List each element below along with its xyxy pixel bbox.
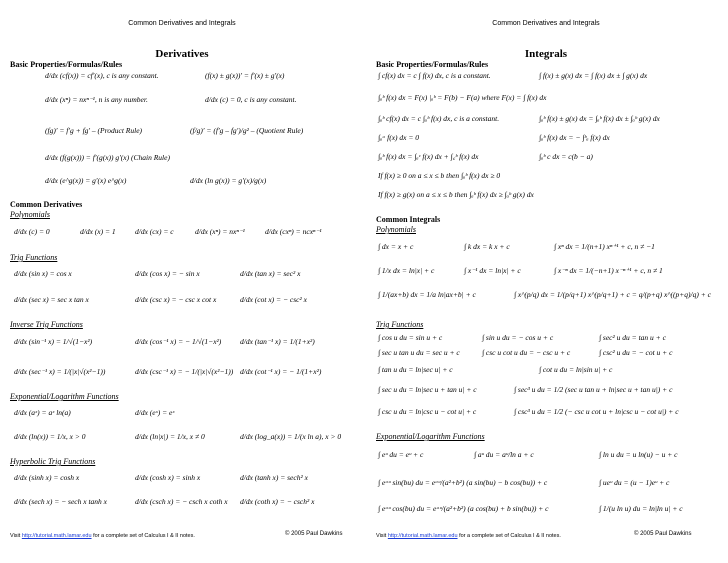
formula: d/dx (cos⁻¹ x) = − 1/√(1−x²) bbox=[135, 337, 222, 346]
formula: ∫ sec² u du = tan u + c bbox=[599, 333, 666, 342]
footer-prefix: Visit bbox=[376, 533, 388, 539]
formula: d/dx (tanh x) = sech² x bbox=[240, 473, 308, 482]
formula: d/dx (xⁿ) = nxⁿ⁻¹, n is any number. bbox=[45, 95, 148, 104]
formula: ∫ sec u tan u du = sec u + c bbox=[378, 348, 460, 357]
formula: ∫ ueᵘ du = (u − 1)eᵘ + c bbox=[599, 478, 670, 487]
subsection-trig: Trig Functions bbox=[376, 320, 424, 329]
formula: ∫ f(x) ± g(x) dx = ∫ f(x) dx ± ∫ g(x) dx bbox=[539, 71, 648, 80]
formula: d/dx (ln(x)) = 1/x, x > 0 bbox=[14, 432, 86, 441]
page-title: Integrals bbox=[524, 48, 568, 60]
footer-note bbox=[376, 533, 561, 539]
page-title: Derivatives bbox=[155, 48, 209, 60]
formula: d/dx (tan⁻¹ x) = 1/(1+x²) bbox=[240, 337, 315, 346]
formula: d/dx (f(g(x))) = f′(g(x)) g′(x) (Chain Rule) bbox=[45, 153, 170, 162]
formula: ∫ₐᵃ f(x) dx = 0 bbox=[378, 133, 420, 142]
formula: ∫ csc² u du = − cot u + c bbox=[599, 348, 673, 357]
footer-note bbox=[10, 533, 195, 539]
formula: ∫ₐᵇ f(x) ± g(x) dx = ∫ₐᵇ f(x) dx ± ∫ₐᵇ g(x) dx bbox=[539, 114, 660, 123]
formula: d/dx (cxⁿ) = ncxⁿ⁻¹ bbox=[265, 227, 322, 236]
formula: ∫ x⁻ⁿ dx = 1/(−n+1) x⁻ⁿ⁺¹ + c, n ≠ 1 bbox=[554, 266, 663, 275]
formula: ∫ aᵘ du = aᵘ/ln a + c bbox=[474, 450, 534, 459]
formula: d/dx (eˣ) = eˣ bbox=[135, 408, 175, 417]
copyright: © 2005 Paul Dawkins bbox=[285, 531, 343, 537]
footer-suffix: for a complete set of Calculus I & II notes. bbox=[457, 533, 561, 539]
formula: (f/g)′ = (f′g – fg′)/g² – (Quotient Rule) bbox=[190, 126, 304, 135]
formula: ∫ cos u du = sin u + c bbox=[378, 333, 443, 342]
formula: (fg)′ = f′g + fg′ – (Product Rule) bbox=[45, 126, 143, 135]
formula: ∫ₐᵇ cf(x) dx = c ∫ₐᵇ f(x) dx, c is a constant. bbox=[378, 114, 500, 123]
formula: d/dx (sin x) = cos x bbox=[14, 269, 72, 278]
tutorial-link[interactable]: http://tutorial.math.lamar.edu bbox=[387, 533, 458, 539]
formula: ∫ eᵘ du = eᵘ + c bbox=[378, 450, 424, 459]
formula: d/dx (csc x) = − csc x cot x bbox=[135, 295, 217, 304]
formula: ∫ₐᵇ f(x) dx = − ∫ᵇₐ f(x) dx bbox=[539, 133, 610, 142]
integrals-page bbox=[364, 0, 728, 563]
formula: ∫ 1/(ax+b) dx = 1/a ln|ax+b| + c bbox=[378, 290, 476, 299]
formula: d/dx (cosh x) = sinh x bbox=[135, 473, 201, 482]
formula: d/dx (coth x) = − csch² x bbox=[240, 497, 315, 506]
formula: ∫ cot u du = ln|sin u| + c bbox=[539, 365, 613, 374]
subsection-exponential: Exponential/Logarithm Functions bbox=[10, 392, 119, 401]
formula: d/dx (cot x) = − csc² x bbox=[240, 295, 307, 304]
formula: ∫ eᵃᵘ cos(bu) du = eᵃᵘ/(a²+b²) (a cos(bu) + b sin(bu)) + c bbox=[378, 504, 549, 513]
formula: ∫ₐᵇ f(x) dx = ∫ₐᶜ f(x) dx + ∫꜀ᵇ f(x) dx bbox=[378, 152, 479, 161]
formula: ∫ cf(x) dx = c ∫ f(x) dx, c is a constant. bbox=[378, 71, 491, 80]
formula: d/dx (c) = 0, c is any constant. bbox=[205, 95, 297, 104]
section-heading-common: Common Integrals bbox=[376, 215, 441, 224]
formula: ∫ x^(p/q) dx = 1/(p/q+1) x^(p/q+1) + c = q/(p+q) x^((p+q)/q) + c bbox=[514, 290, 711, 299]
formula: d/dx (c) = 0 bbox=[14, 227, 50, 236]
page-header: Common Derivatives and Integrals bbox=[128, 20, 236, 27]
formula: ∫ 1/x dx = ln|x| + c bbox=[378, 266, 435, 275]
footer-prefix: Visit bbox=[10, 533, 22, 539]
formula: d/dx (tan x) = sec² x bbox=[240, 269, 301, 278]
formula: ∫ sin u du = − cos u + c bbox=[482, 333, 554, 342]
footer-suffix: for a complete set of Calculus I & II notes. bbox=[91, 533, 195, 539]
formula: ∫ₐᵇ c dx = c(b − a) bbox=[539, 152, 593, 161]
formula: d/dx (sec x) = sec x tan x bbox=[14, 295, 89, 304]
formula: d/dx (cf(x)) = cf′(x), c is any constant. bbox=[45, 71, 159, 80]
formula: d/dx (sec⁻¹ x) = 1/(|x|√(x²−1)) bbox=[14, 367, 106, 376]
formula: d/dx (xⁿ) = nxⁿ⁻¹ bbox=[195, 227, 245, 236]
formula: d/dx (csc⁻¹ x) = − 1/(|x|√(x²−1)) bbox=[135, 367, 234, 376]
formula: ∫ x⁻¹ dx = ln|x| + c bbox=[464, 266, 521, 275]
formula: d/dx (e^g(x)) = g′(x) e^g(x) bbox=[45, 176, 127, 185]
formula: d/dx (ln g(x)) = g′(x)/g(x) bbox=[190, 176, 267, 185]
copyright: © 2005 Paul Dawkins bbox=[634, 531, 692, 537]
formula: d/dx (sin⁻¹ x) = 1/√(1−x²) bbox=[14, 337, 93, 346]
page-header: Common Derivatives and Integrals bbox=[492, 20, 600, 27]
formula: ∫ sec u du = ln|sec u + tan u| + c bbox=[378, 385, 477, 394]
subsection-inverse-trig: Inverse Trig Functions bbox=[10, 320, 83, 329]
formula: ∫ k dx = k x + c bbox=[464, 242, 510, 251]
subsection-exponential: Exponential/Logarithm Functions bbox=[376, 432, 485, 441]
subsection-hyperbolic: Hyperbolic Trig Functions bbox=[10, 457, 96, 466]
formula: ∫ ln u du = u ln(u) − u + c bbox=[599, 450, 678, 459]
subsection-polynomials: Polynomials bbox=[376, 225, 416, 234]
formula: ∫ xⁿ dx = 1/(n+1) xⁿ⁺¹ + c, n ≠ −1 bbox=[554, 242, 655, 251]
formula: ∫ tan u du = ln|sec u| + c bbox=[378, 365, 453, 374]
formula: ∫ csc u du = ln|csc u − cot u| + c bbox=[378, 407, 477, 416]
formula: (f(x) ± g(x))′ = f′(x) ± g′(x) bbox=[205, 71, 285, 80]
formula: d/dx (cos x) = − sin x bbox=[135, 269, 200, 278]
formula: d/dx (x) = 1 bbox=[80, 227, 116, 236]
formula: d/dx (log_a(x)) = 1/(x ln a), x > 0 bbox=[240, 432, 342, 441]
formula: d/dx (cot⁻¹ x) = − 1/(1+x²) bbox=[240, 367, 322, 376]
section-heading-basic: Basic Properties/Formulas/Rules bbox=[376, 60, 489, 69]
formula: ∫ csc u cot u du = − csc u + c bbox=[482, 348, 571, 357]
subsection-polynomials: Polynomials bbox=[10, 210, 50, 219]
section-heading-common: Common Derivatives bbox=[10, 200, 83, 209]
formula: If f(x) ≥ g(x) on a ≤ x ≤ b then ∫ₐᵇ f(x) dx ≥ ∫ₐᵇ g(x) dx bbox=[378, 190, 534, 199]
formula: ∫ dx = x + c bbox=[378, 242, 414, 251]
section-heading-basic: Basic Properties/Formulas/Rules bbox=[10, 60, 123, 69]
formula: d/dx (ln|x|) = 1/x, x ≠ 0 bbox=[135, 432, 205, 441]
subsection-trig: Trig Functions bbox=[10, 253, 58, 262]
formula: d/dx (cx) = c bbox=[135, 227, 174, 236]
formula: ∫ eᵃᵘ sin(bu) du = eᵃᵘ/(a²+b²) (a sin(bu) − b cos(bu)) + c bbox=[378, 478, 548, 487]
formula: d/dx (csch x) = − csch x coth x bbox=[135, 497, 228, 506]
formula: ∫ 1/(u ln u) du = ln|ln u| + c bbox=[599, 504, 683, 513]
formula: ∫ sec³ u du = 1/2 (sec u tan u + ln|sec u + tan u|) + c bbox=[514, 385, 673, 394]
formula: d/dx (aˣ) = aˣ ln(a) bbox=[14, 408, 71, 417]
formula: d/dx (sech x) = − sech x tanh x bbox=[14, 497, 108, 506]
formula: d/dx (sinh x) = cosh x bbox=[14, 473, 80, 482]
formula: ∫ csc³ u du = 1/2 (− csc u cot u + ln|csc u − cot u|) + c bbox=[514, 407, 679, 416]
formula: ∫ₐᵇ f(x) dx = F(x) |ₐᵇ = F(b) − F(a) where F(x) = ∫ f(x) dx bbox=[378, 93, 547, 102]
tutorial-link[interactable]: http://tutorial.math.lamar.edu bbox=[21, 533, 92, 539]
formula: If f(x) ≥ 0 on a ≤ x ≤ b then ∫ₐᵇ f(x) dx ≥ 0 bbox=[378, 171, 501, 180]
